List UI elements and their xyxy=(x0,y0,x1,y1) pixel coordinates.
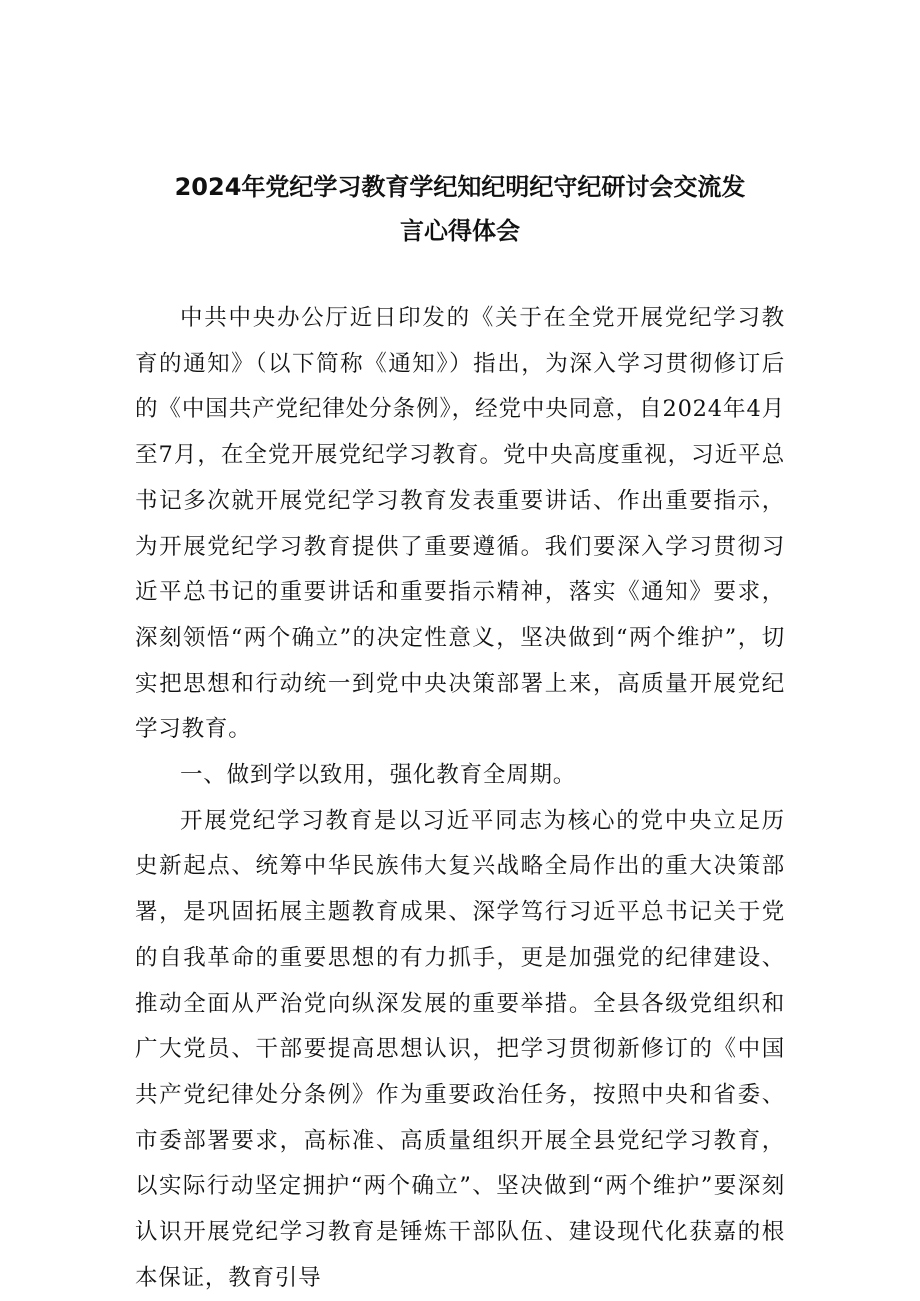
section-heading-1: 一、做到学以致用，强化教育全周期。 xyxy=(180,762,577,789)
paragraph-section-1: 开展党纪学习教育是以习近平同志为核心的党中央立足历史新起点、统筹中华民族伟大复兴战略全局作出的重大决策部署，是巩固拓展主题教育成果、深学笃行习近平总书记关于党的自我革命的重要思想的有力抓手，更是加强党的纪律建设、推动全面从严治党向纵深发展的重要举措。全县各级党组织和广大党员、干部要提高思想认识，把学习贯彻新修订的《中国共产党纪律处分条例》作为重要政治任务，按照中央和省委、市委部署要求，高标准、高质量组织开展全县党纪学习教育，以实际行动坚定拥护“两个确立”、坚决做到“两个维护”要深刻认识开展党纪学习教育是锤炼干部队伍、建设现代化获嘉的根本保证，教育引导 xyxy=(135,807,785,1291)
document-title xyxy=(130,165,790,253)
paragraph-intro: 中共中央办公厅近日印发的《关于在全党开展党纪学习教育的通知》（以下简称《通知》）指出，为深入学习贯彻修订后的《中国共产党纪律处分条例》，经党中央同意，自2024年4月至7月，在全党开展党纪学习教育。党中央高度重视，习近平总书记多次就开展党纪学习教育发表重要讲话、作出重要指示，为开展党纪学习教育提供了重要遵循。我们要深入学习贯彻习近平总书记的重要讲话和重要指示精神，落实《通知》要求，深刻领悟“两个确立”的决定性意义，坚决做到“两个维护”，切实把思想和行动统一到党中央决策部署上来，高质量开展党纪学习教育。 xyxy=(135,305,785,743)
document-title-line-2: 言心得体会 xyxy=(400,217,520,245)
document-body xyxy=(135,296,785,1301)
document-title-line-1: 2024年党纪学习教育学纪知纪明纪守纪研讨会交流发 xyxy=(174,173,746,201)
